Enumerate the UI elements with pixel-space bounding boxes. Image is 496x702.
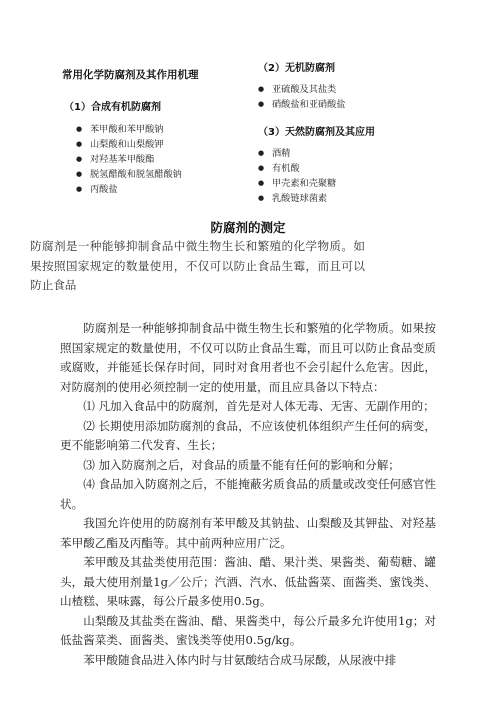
- section3-list: [258, 146, 336, 206]
- list-item: ● 甲壳素和壳聚糖: [258, 178, 337, 189]
- paragraph: 苯甲酸随食品进入体内时与甘氨酸结合成马尿酸，从尿液中排: [83, 652, 397, 667]
- list-item: ● 有机酸: [258, 163, 300, 174]
- bullet-icon: ●: [76, 140, 83, 148]
- section1-heading: （1）合成有机防腐剂: [64, 102, 161, 113]
- bullet-icon: ●: [258, 85, 265, 93]
- list-item: ● 乳酸链球菌素: [258, 193, 328, 204]
- paragraph: 防腐剂是一种能够抑制食品中微生物生长和繁殖的化学物质。如果按照国家规定的数量使用，不仅可以防止食品生霉，而且可以防止食品变质或腐败，并能延长保存时间，同时对食用者也不会引起什么危害。因此，对防腐剂的使用必须控制一定的使用量，而且应具备以下特点：: [60, 321, 436, 394]
- paragraph: 苯甲酸及其盐类使用范围：酱油、醋、果汁类、果酱类、葡萄糖、罐头，最大使用剂量1g／公斤；汽酒、汽水、低盐酱菜、面酱类、蜜饯类、山楂糕、果味露，每公斤最多使用0.5g。: [60, 555, 436, 608]
- article-body: [60, 319, 436, 670]
- section3-heading: （3）天然防腐剂及其应用: [258, 127, 375, 138]
- paragraph: 我国允许使用的防腐剂有苯甲酸及其钠盐、山梨酸及其钾盐、对羟基苯甲酸乙酯及丙酯等。其中前两种应用广泛。: [60, 516, 436, 550]
- list-item: ● 对羟基苯甲酸酯: [76, 154, 155, 165]
- article-title: 防腐剂的测定: [210, 220, 286, 235]
- list-item: ● 酒精: [258, 148, 291, 159]
- bullet-icon: ●: [258, 149, 265, 157]
- paragraph: ⑴ 凡加入食品中的防腐剂，首先是对人体无毒、无害、无副作用的；: [83, 399, 435, 413]
- bullet-icon: ●: [258, 179, 265, 187]
- paragraph: ⑵ 长期使用添加防腐剂的食品，不应该使机体组织产生任何的病变，更不能影响第二代发育、生长；: [60, 418, 436, 452]
- paragraph: 山梨酸及其盐类在酱油、醋、果酱类中，每公斤最多允许使用1g；对低盐酱菜类、面酱类、蜜饯类等使用0.5g/kg。: [60, 613, 436, 647]
- bullet-icon: ●: [258, 164, 265, 172]
- paragraph: ⑶ 加入防腐剂之后，对食品的质量不能有任何的影响和分解；: [83, 457, 400, 472]
- section1-list: [76, 122, 182, 197]
- list-item: ● 山梨酸和山梨酸钾: [76, 139, 164, 150]
- lead-text: 防腐剂是一种能够抑制食品中微生物生长和繁殖的化学物质。如果按照国家规定的数量使用，不仅可以防止食品生霉，而且可以防止食品: [30, 239, 365, 292]
- paragraph: ⑷ 食品加入防腐剂之后，不能掩蔽劣质食品的质量或改变任何感官性状。: [60, 477, 436, 511]
- section2-heading: （2）无机防腐剂: [258, 63, 335, 74]
- list-item: ● 脱氢醋酸和脱氢醋酸钠: [76, 169, 182, 180]
- bullet-icon: ●: [76, 170, 83, 178]
- bullet-icon: ●: [76, 155, 83, 163]
- list-item: ● 丙酸盐: [76, 184, 118, 195]
- list-item: ● 亚硫酸及其盐类: [258, 84, 337, 95]
- article-lead: [30, 237, 365, 296]
- bullet-icon: ●: [258, 100, 265, 108]
- bullet-icon: ●: [258, 194, 265, 202]
- left-column-title: 常用化学防腐剂及其作用机理: [62, 69, 199, 81]
- section2-list: [258, 82, 346, 112]
- bullet-icon: ●: [76, 185, 83, 193]
- list-item: ● 硝酸盐和亚硝酸盐: [258, 99, 346, 110]
- list-item: ● 苯甲酸和苯甲酸钠: [76, 124, 164, 135]
- bullet-icon: ●: [76, 125, 83, 133]
